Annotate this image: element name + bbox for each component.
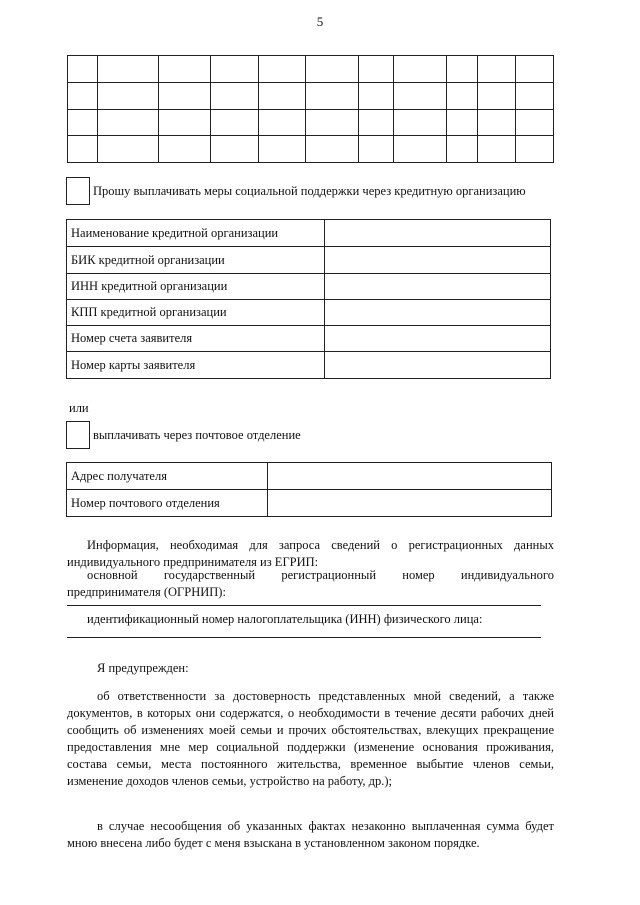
grid-cell[interactable] [258,136,306,163]
grid-cell[interactable] [359,82,394,109]
grid-cell[interactable] [359,56,394,83]
account-number-label: Номер счета заявителя [67,326,325,352]
empty-grid-table [67,55,554,163]
bik-label: БИК кредитной организации [67,247,325,274]
grid-cell[interactable] [516,82,554,109]
warning-heading: Я предупрежден: [97,661,189,675]
grid-row [68,56,554,83]
bank-name-label: Наименование кредитной организации [67,220,325,247]
credit-organization-checkbox[interactable] [66,177,90,205]
grid-cell[interactable] [359,109,394,136]
kpp-field[interactable] [324,300,550,326]
grid-cell[interactable] [394,82,447,109]
bik-field[interactable] [324,247,550,274]
grid-cell[interactable] [306,109,359,136]
warning-item-1: об ответственности за достоверность представленных мной сведений, а также документов, в которых они содержатся, о необходимости в течение десяти рабочих дней сообщить об изменениях моей семьи и прочих обстоятельствах, влекущих прекращение предоставления мне мер социальной поддержки (изменение основания проживания, состава семьи, места постоянного жительства, временное выбытие членов семьи, изменение доходов членов семьи, устройство на работу, др.); [67,689,554,788]
grid-cell[interactable] [306,136,359,163]
or-text: или [69,401,89,415]
grid-cell[interactable] [447,82,478,109]
grid-cell[interactable] [210,109,258,136]
post-office-table [66,462,552,517]
ogrnip-input-line[interactable] [67,605,541,606]
grid-cell[interactable] [158,109,210,136]
grid-cell[interactable] [68,82,98,109]
grid-cell[interactable] [447,109,478,136]
grid-row [68,109,554,136]
grid-cell[interactable] [447,56,478,83]
kpp-label: КПП кредитной организации [67,300,325,326]
bank-inn-field[interactable] [324,274,550,300]
grid-cell[interactable] [258,82,306,109]
inn-label: идентификационный номер налогоплательщика (ИНН) физического лица: [87,612,483,626]
grid-cell[interactable] [306,82,359,109]
grid-cell[interactable] [97,109,158,136]
post-office-label: выплачивать через почтовое отделение [93,428,301,442]
card-number-label: Номер карты заявителя [67,352,325,379]
egrip-intro: Информация, необходимая для запроса сведений о регистрационных данных индивидуального предпринимателя из ЕГРИП: [67,538,554,569]
grid-cell[interactable] [210,56,258,83]
post-office-number-field[interactable] [267,490,551,517]
grid-cell[interactable] [359,136,394,163]
grid-cell[interactable] [68,56,98,83]
grid-cell[interactable] [210,82,258,109]
recipient-address-field[interactable] [267,463,551,490]
grid-cell[interactable] [258,109,306,136]
bank-name-field[interactable] [324,220,550,247]
credit-organization-label: Прошу выплачивать меры социальной поддержки через кредитную организацию [93,184,526,198]
grid-cell[interactable] [394,109,447,136]
grid-cell[interactable] [68,109,98,136]
grid-row [68,82,554,109]
page-number: 5 [316,14,324,29]
post-office-checkbox[interactable] [66,421,90,449]
grid-cell[interactable] [97,56,158,83]
grid-cell[interactable] [447,136,478,163]
grid-cell[interactable] [394,136,447,163]
ogrnip-label: основной государственный регистрационный номер индивидуального предпринимателя (ОГРНИП): [67,568,554,599]
inn-input-line[interactable] [67,637,541,638]
grid-cell[interactable] [478,56,516,83]
grid-cell[interactable] [97,136,158,163]
grid-cell[interactable] [158,82,210,109]
grid-cell[interactable] [516,56,554,83]
grid-cell[interactable] [478,82,516,109]
grid-cell[interactable] [394,56,447,83]
post-office-number-label: Номер почтового отделения [67,490,268,517]
recipient-address-label: Адрес получателя [67,463,268,490]
warning-item-2: в случае несообщения об указанных фактах незаконно выплаченная сумма будет мною внесена либо будет с меня взыскана в установленном законом порядке. [67,819,554,850]
grid-cell[interactable] [258,56,306,83]
card-number-field[interactable] [324,352,550,379]
grid-cell[interactable] [210,136,258,163]
grid-cell[interactable] [306,56,359,83]
grid-cell[interactable] [516,136,554,163]
account-number-field[interactable] [324,326,550,352]
grid-cell[interactable] [478,136,516,163]
grid-cell[interactable] [158,56,210,83]
grid-cell[interactable] [478,109,516,136]
grid-cell[interactable] [68,136,98,163]
credit-organization-table [66,219,551,379]
grid-cell[interactable] [97,82,158,109]
grid-row [68,136,554,163]
grid-cell[interactable] [516,109,554,136]
bank-inn-label: ИНН кредитной организации [67,274,325,300]
grid-cell[interactable] [158,136,210,163]
